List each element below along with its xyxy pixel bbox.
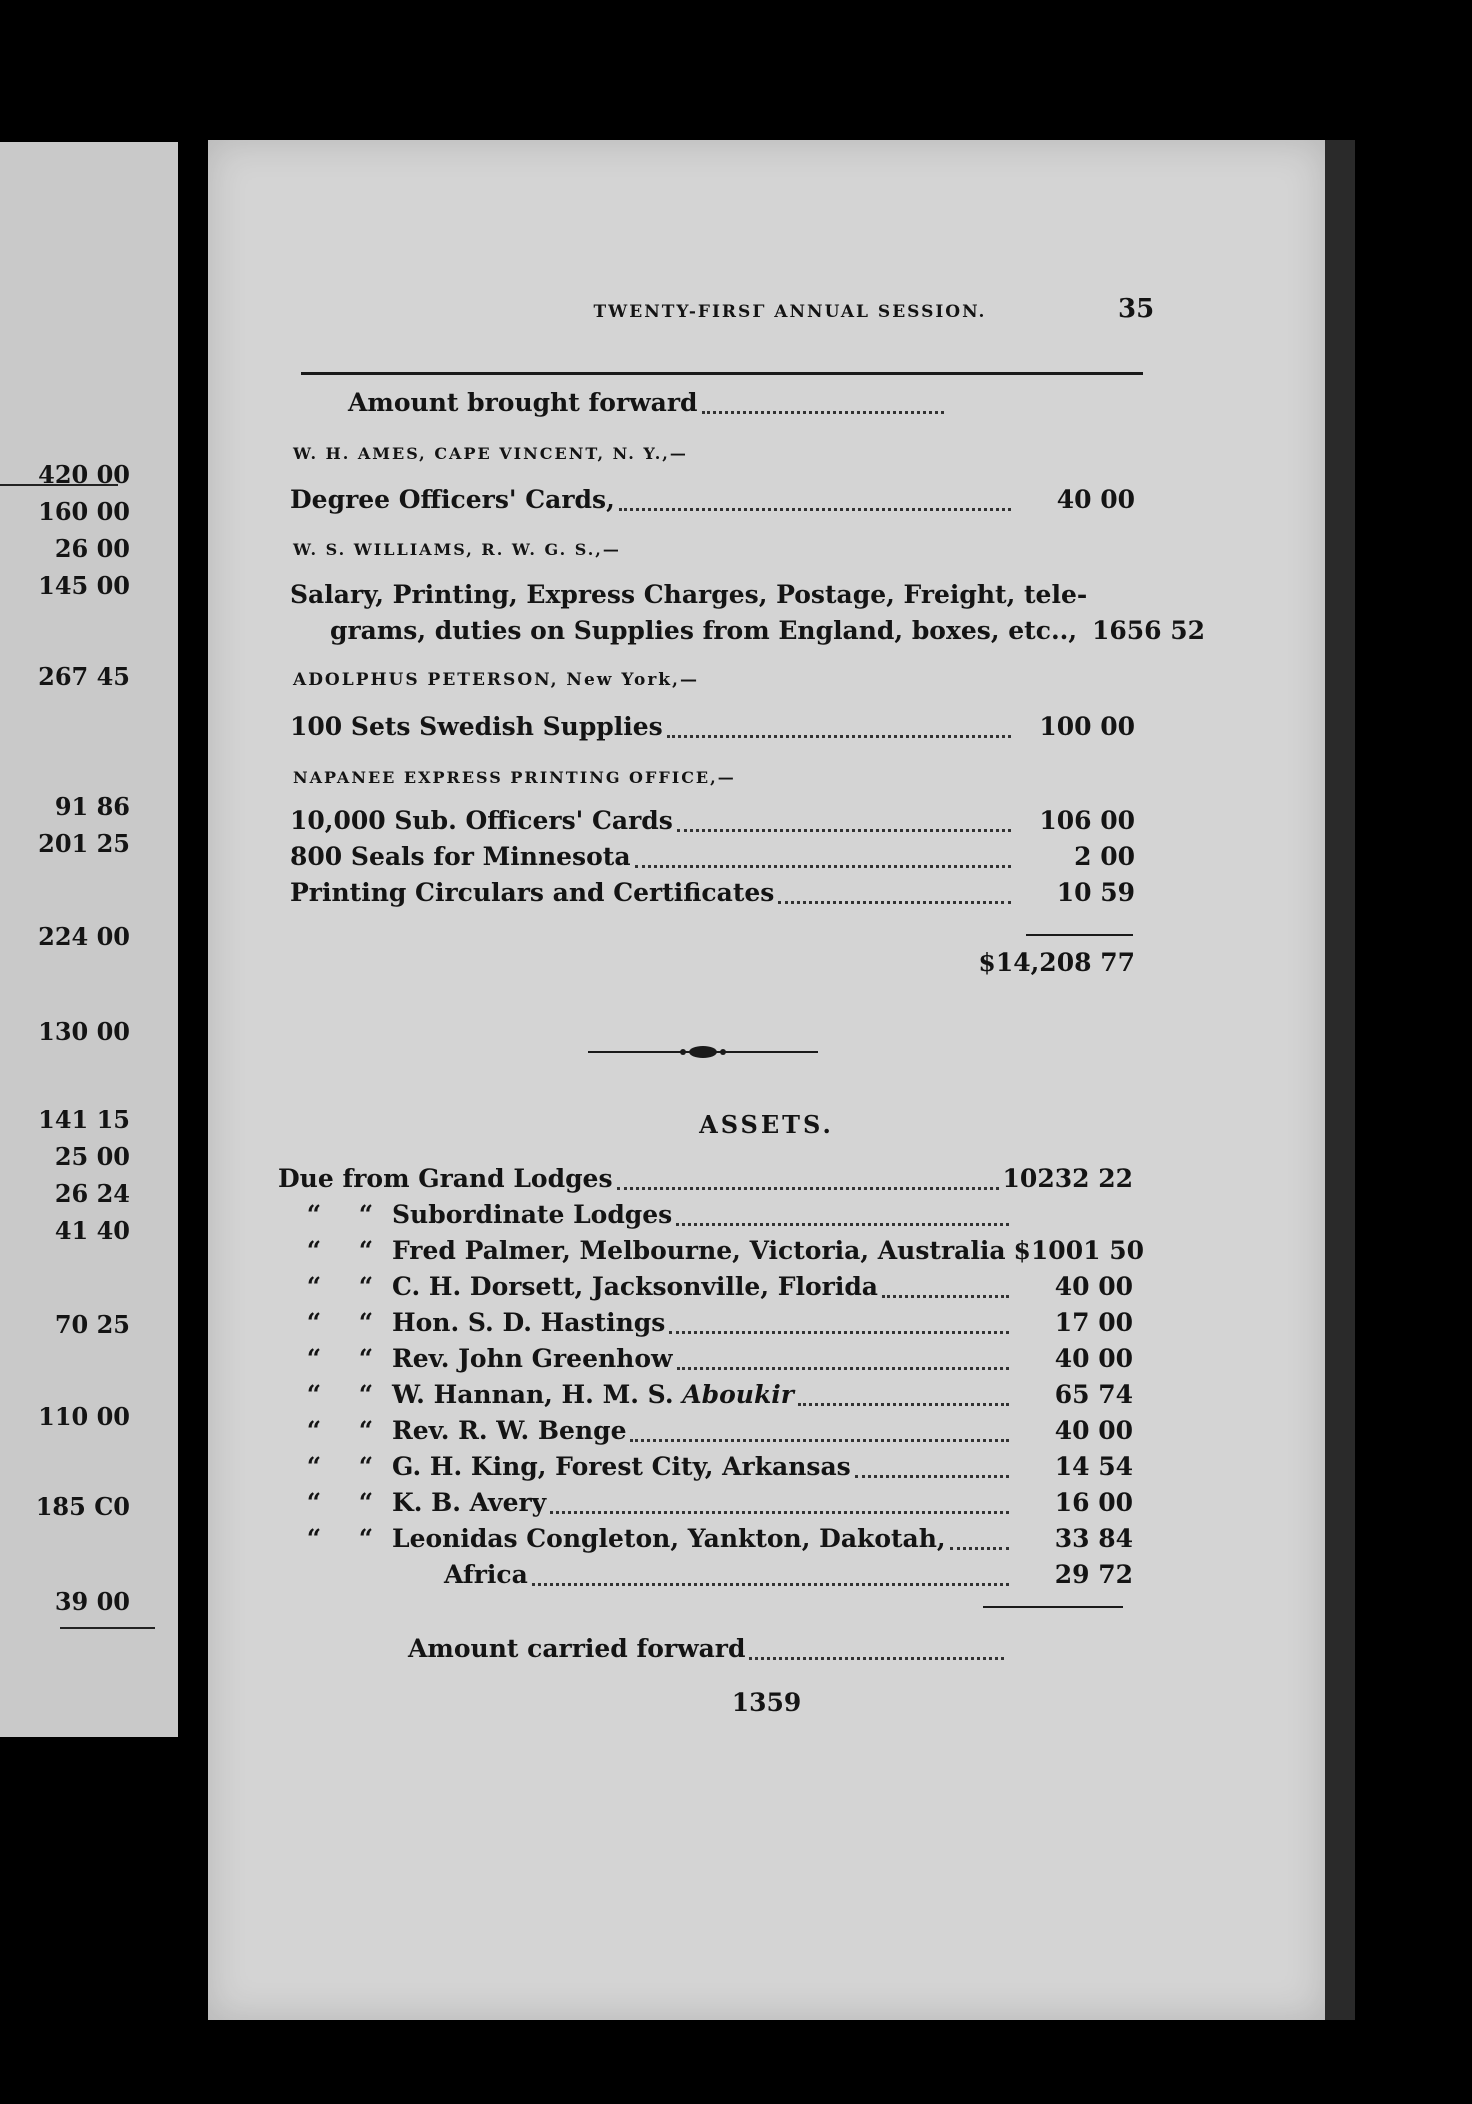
asset-amount: 33 84 — [1054, 1524, 1133, 1553]
left-amount: 185 C0 — [35, 1492, 130, 1521]
expense-amount: 106 00 — [1039, 806, 1135, 835]
ship-name: Aboukir — [682, 1380, 794, 1409]
expense-row — [290, 485, 1135, 521]
asset-amount: 40 00 — [1054, 1272, 1133, 1301]
left-amount: 130 00 — [38, 1017, 130, 1046]
ditto-mark: “ — [358, 1200, 374, 1229]
asset-row — [288, 1236, 1144, 1272]
ditto-mark: “ — [358, 1416, 374, 1445]
ditto-mark: “ — [358, 1272, 374, 1301]
leader-dots — [677, 1367, 1009, 1370]
carried-forward-row — [408, 1634, 1008, 1670]
leader-dots — [950, 1547, 1009, 1550]
asset-row — [288, 1380, 1133, 1416]
ditto-mark: “ — [306, 1452, 322, 1481]
carried-forward-total: 1359 — [731, 1688, 802, 1717]
ditto-mark: “ — [306, 1344, 322, 1373]
page-number: 35 — [1118, 294, 1155, 324]
leader-dots — [667, 735, 1011, 738]
leader-dots — [617, 1187, 999, 1190]
leader-dots — [532, 1583, 1009, 1586]
ditto-mark: “ — [358, 1308, 374, 1337]
leader-dots — [630, 1439, 1009, 1442]
expense-amount: 100 00 — [1039, 712, 1135, 741]
asset-amount: 17 00 — [1054, 1308, 1133, 1337]
asset-row — [288, 1416, 1133, 1452]
payee-heading: ADOLPHUS PETERSON, New York,— — [293, 670, 699, 690]
leader-dots — [778, 901, 1011, 904]
asset-label: Hon. S. D. Hastings — [392, 1308, 666, 1337]
asset-amount: 10232 22 — [1002, 1164, 1133, 1193]
asset-label: K. B. Avery — [392, 1488, 547, 1517]
leader-dots — [798, 1403, 1009, 1406]
ditto-mark: “ — [358, 1452, 374, 1481]
payee-heading: W. H. AMES, CAPE VINCENT, N. Y.,— — [293, 444, 688, 463]
expense-row — [290, 842, 1135, 878]
ditto-mark: “ — [358, 1380, 374, 1409]
expense-amount: 10 59 — [1056, 878, 1135, 907]
previous-page-total-rule — [60, 1627, 155, 1629]
left-amount: 26 00 — [54, 534, 130, 563]
left-amount: 26 24 — [54, 1179, 130, 1208]
leader-dots — [882, 1295, 1009, 1298]
asset-label: Leonidas Congleton, Yankton, Dakotah, — [392, 1524, 946, 1553]
ditto-mark: “ — [306, 1308, 322, 1337]
binding-gutter — [178, 142, 208, 1737]
expense-row — [290, 806, 1135, 842]
page-edge — [1325, 140, 1355, 2020]
expense-description-line: Salary, Printing, Express Charges, Postage, Freight, tele- — [290, 580, 1088, 609]
expense-label: grams, duties on Supplies from England, boxes, etc.., — [330, 616, 1078, 645]
left-amount: 141 15 — [38, 1105, 130, 1134]
ditto-mark: “ — [358, 1524, 374, 1553]
asset-row — [444, 1560, 1133, 1596]
ditto-mark: “ — [306, 1416, 322, 1445]
expense-label: 10,000 Sub. Officers' Cards — [290, 806, 673, 835]
ditto-mark: “ — [358, 1488, 374, 1517]
asset-amount: 40 00 — [1054, 1344, 1133, 1373]
left-amount: 110 00 — [38, 1402, 130, 1431]
asset-label: G. H. King, Forest City, Arkansas — [392, 1452, 851, 1481]
expense-total: $14,208 77 — [978, 948, 1135, 977]
expense-label: 100 Sets Swedish Supplies — [290, 712, 663, 741]
leader-dots — [635, 865, 1011, 868]
left-amount: 224 00 — [38, 922, 130, 951]
ditto-mark: “ — [306, 1200, 322, 1229]
expense-amount: 1656 52 — [1091, 616, 1206, 645]
expense-label: Degree Officers' Cards, — [290, 485, 615, 514]
total-rule — [983, 1606, 1123, 1608]
left-amount: 160 00 — [38, 497, 130, 526]
asset-label: C. H. Dorsett, Jacksonville, Florida — [392, 1272, 878, 1301]
asset-amount: $1001 50 — [1013, 1236, 1144, 1265]
leader-dots — [550, 1511, 1009, 1514]
asset-label: Rev. R. W. Benge — [392, 1416, 627, 1445]
asset-label: Fred Palmer, Melbourne, Victoria, Australia — [392, 1236, 1006, 1265]
brought-forward-row — [348, 388, 1068, 424]
asset-label: Subordinate Lodges — [392, 1200, 673, 1229]
asset-row — [288, 1200, 1133, 1236]
running-title: TWENTY-FIRSΓ ANNUAL SESSION. — [593, 302, 987, 322]
ditto-mark: “ — [306, 1524, 322, 1553]
asset-label: Grand Lodges — [418, 1164, 613, 1193]
asset-row — [288, 1308, 1133, 1344]
asset-row — [288, 1272, 1133, 1308]
leader-dots — [619, 508, 1011, 511]
payee-heading: NAPANEE EXPRESS PRINTING OFFICE,— — [293, 768, 736, 787]
payee-heading: W. S. WILLIAMS, R. W. G. S.,— — [293, 540, 621, 559]
expense-label: Printing Circulars and Certificates — [290, 878, 775, 907]
expense-row — [290, 878, 1135, 914]
left-amount: 41 40 — [54, 1216, 130, 1245]
ditto-mark: “ — [306, 1236, 322, 1265]
asset-label: Africa — [444, 1560, 528, 1589]
assets-heading: ASSETS. — [699, 1110, 834, 1139]
leader-dots — [676, 1223, 1009, 1226]
expense-row — [290, 712, 1135, 748]
left-amount: 70 25 — [54, 1310, 130, 1339]
ditto-mark: “ — [306, 1380, 322, 1409]
asset-row — [278, 1164, 1133, 1200]
asset-amount: 16 00 — [1054, 1488, 1133, 1517]
header-rule — [301, 372, 1143, 375]
left-amount: 25 00 — [54, 1142, 130, 1171]
ditto-mark: “ — [306, 1272, 322, 1301]
left-amount: 91 86 — [54, 792, 130, 821]
asset-amount: 14 54 — [1054, 1452, 1133, 1481]
ledger-page — [208, 140, 1325, 2020]
asset-row — [288, 1344, 1133, 1380]
left-amount: 145 00 — [38, 571, 130, 600]
leader-dots — [749, 1657, 1004, 1660]
asset-row — [288, 1488, 1133, 1524]
expense-total-row — [290, 948, 1135, 984]
asset-row — [288, 1524, 1133, 1560]
expense-row — [330, 616, 1206, 652]
brought-forward-label: Amount brought forward — [348, 388, 698, 417]
leader-dots — [677, 829, 1011, 832]
ditto-mark: “ — [306, 1488, 322, 1517]
asset-amount: 29 72 — [1054, 1560, 1133, 1589]
expense-label: 800 Seals for Minnesota — [290, 842, 631, 871]
ditto-mark: “ — [358, 1236, 374, 1265]
expense-amount: 40 00 — [1056, 485, 1135, 514]
left-amount: 201 25 — [38, 829, 130, 858]
due-from-label: Due from — [278, 1164, 410, 1193]
leader-dots — [855, 1475, 1009, 1478]
ditto-mark: “ — [358, 1344, 374, 1373]
leader-dots — [669, 1331, 1009, 1334]
carried-forward-label: Amount carried forward — [408, 1634, 746, 1663]
left-amount: 267 45 — [38, 662, 130, 691]
asset-amount: 40 00 — [1054, 1416, 1133, 1445]
asset-row — [288, 1452, 1133, 1488]
expense-amount: 2 00 — [1074, 842, 1135, 871]
total-rule — [1026, 934, 1133, 936]
asset-label: Rev. John Greenhow — [392, 1344, 673, 1373]
previous-page-margin — [0, 142, 178, 1737]
left-amount: 39 00 — [54, 1587, 130, 1616]
leader-dots — [702, 411, 944, 414]
section-ornament — [588, 1040, 818, 1064]
left-amount: 420 00 — [38, 460, 130, 489]
asset-amount: 65 74 — [1054, 1380, 1133, 1409]
asset-label: W. Hannan, H. M. S. — [392, 1380, 674, 1409]
